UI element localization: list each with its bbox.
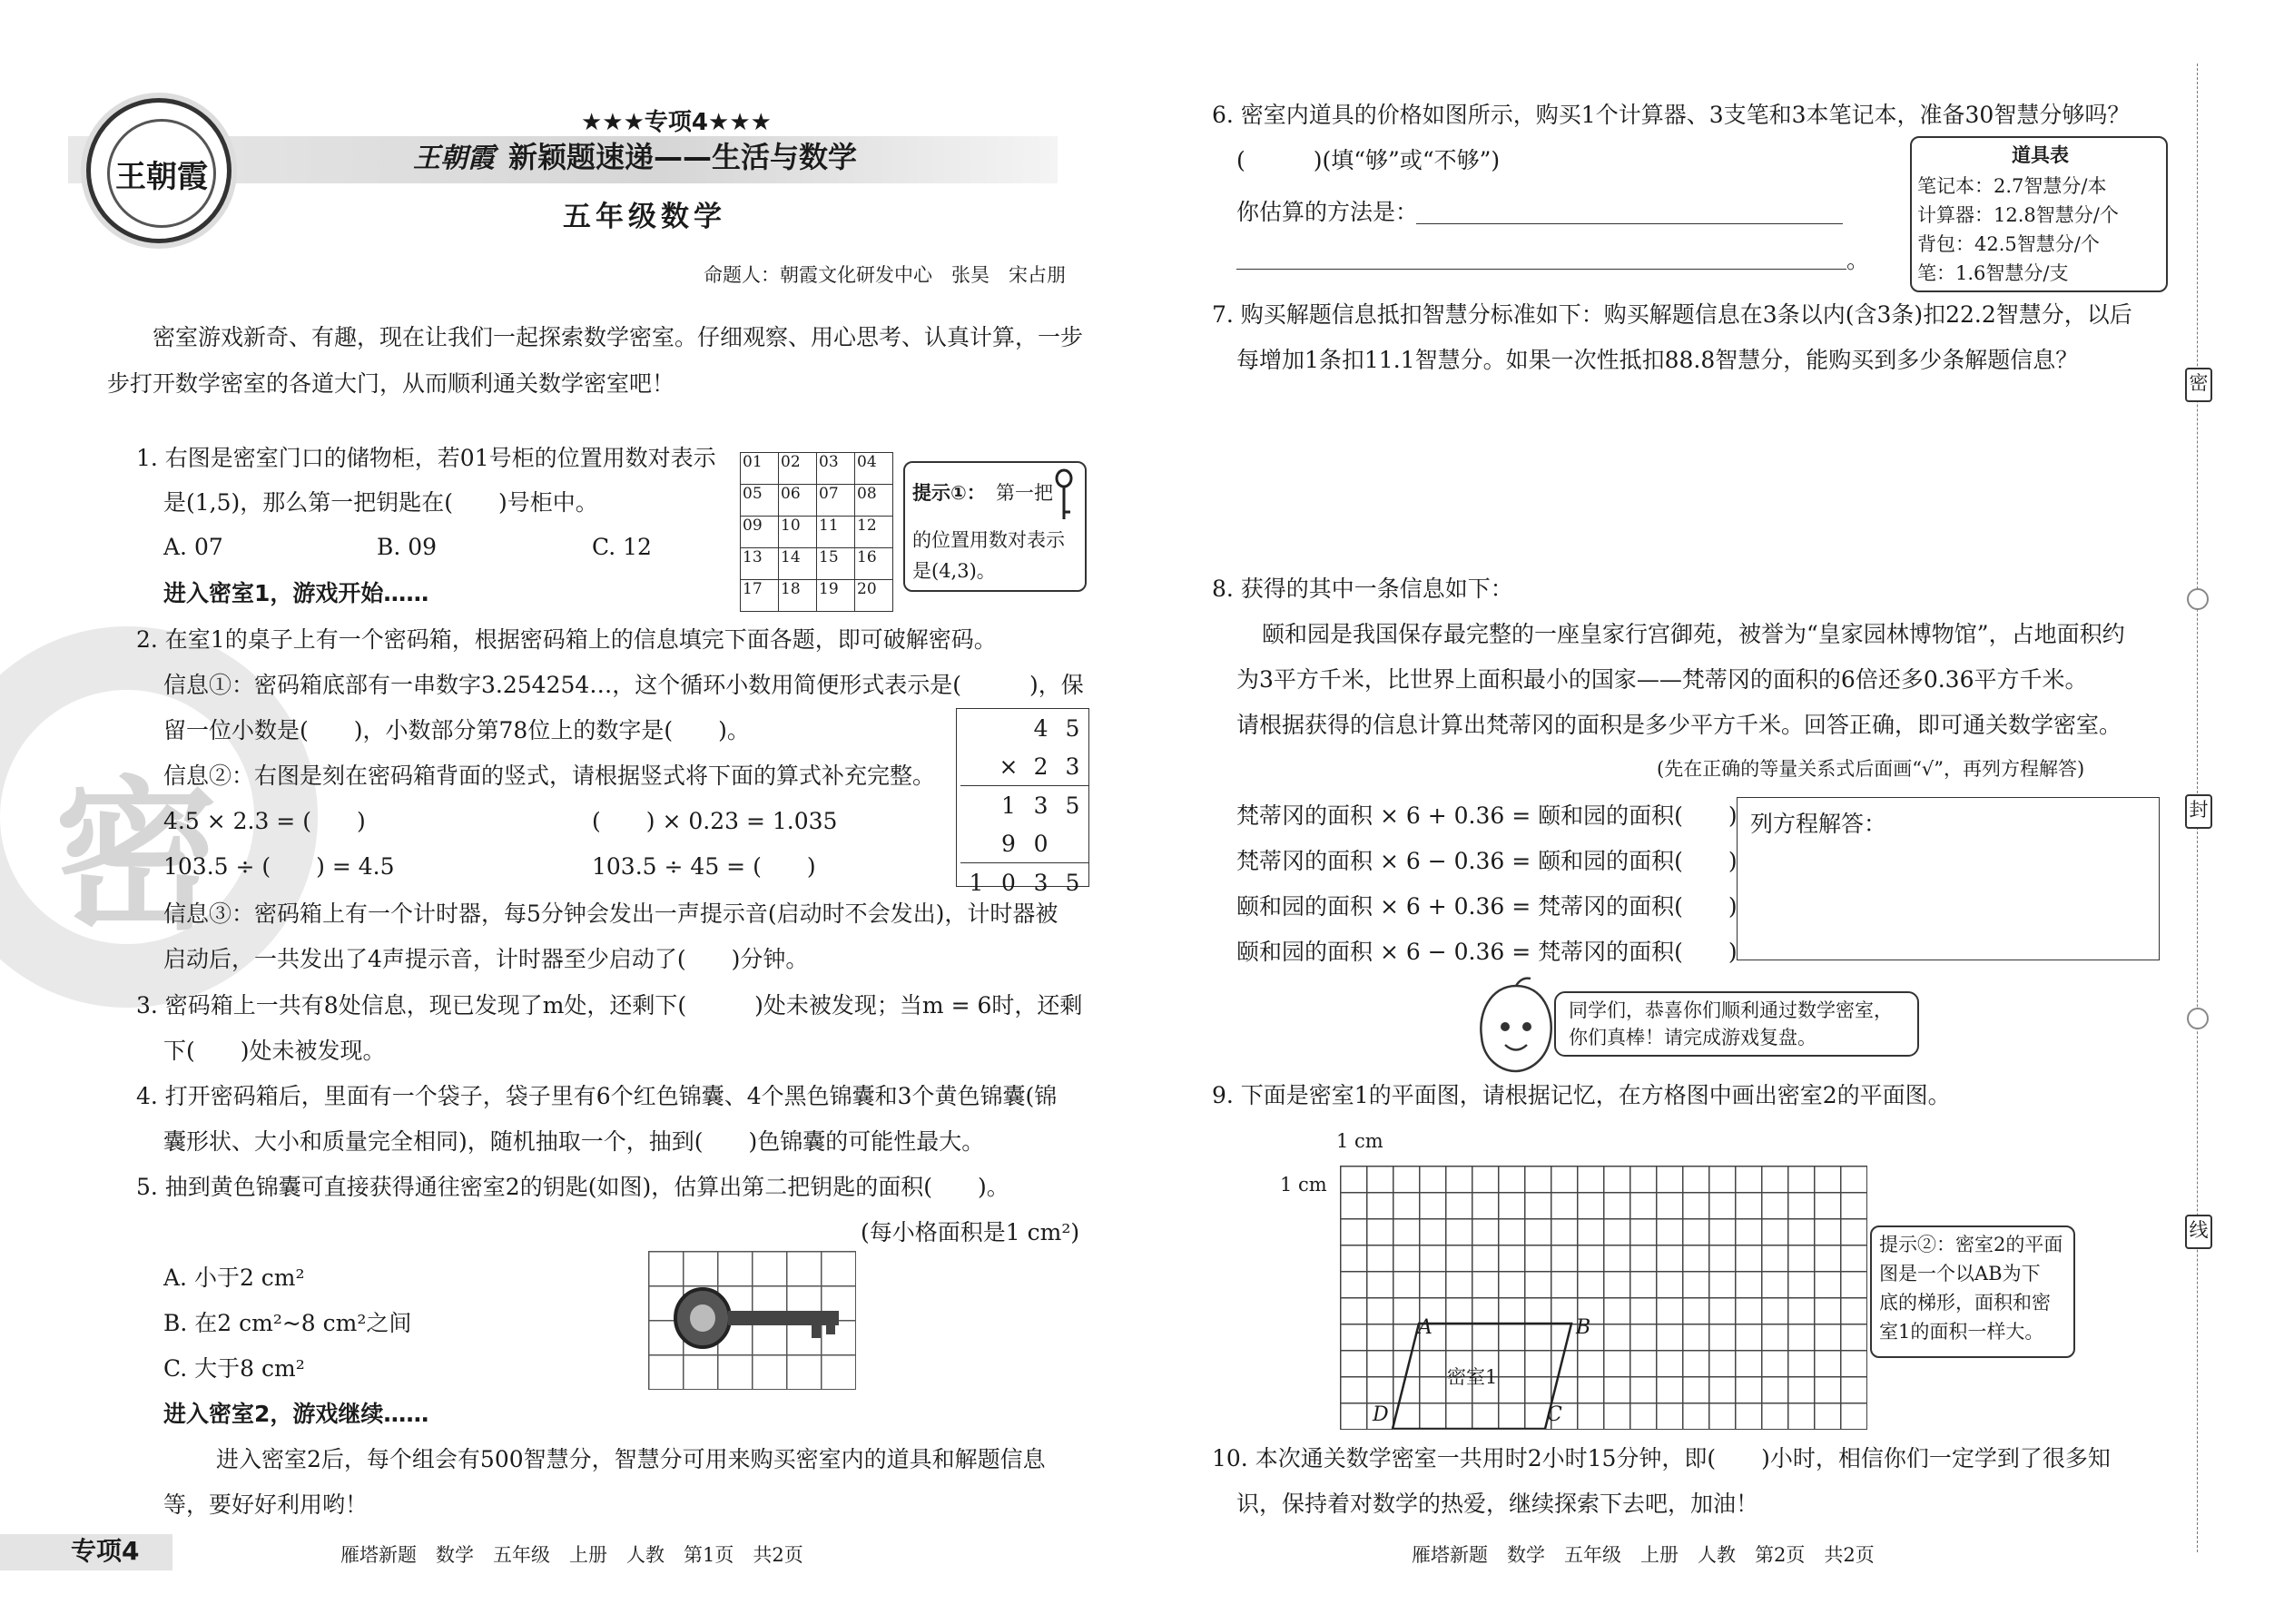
q9-unit-top: 1 cm bbox=[1336, 1130, 1383, 1152]
room1-heading: 进入密室1，游戏开始…… bbox=[163, 580, 429, 606]
square-grid-paper[interactable] bbox=[1340, 1166, 1867, 1430]
q2-info3-a: 信息③：密码箱上有一个计时器，每5分钟会发出一声提示音(启动时不会发出)，计时器被 bbox=[163, 901, 1058, 927]
brand-script: 王朝霞 bbox=[413, 143, 495, 174]
key-area-grid bbox=[648, 1251, 856, 1390]
footer-left-text: 雁塔新题 数学 五年级 上册 人教 第1页 共2页 bbox=[340, 1544, 803, 1566]
q1-option-b[interactable]: B. 09 bbox=[377, 534, 438, 560]
point-d-label: D bbox=[1373, 1403, 1389, 1426]
hint-1-line-1: 第一把 bbox=[996, 482, 1053, 504]
q6-answer-line-1[interactable] bbox=[1416, 223, 1843, 224]
q5-option-a[interactable]: A. 小于2 cm² bbox=[163, 1265, 305, 1291]
room2-text-1: 进入密室2后，每个组会有500智慧分，智慧分可用来购买密室内的道具和解题信息 bbox=[216, 1446, 1046, 1472]
cabinet-cell: 09 bbox=[741, 517, 779, 548]
q5-note: (每小格面积是1 cm²) bbox=[861, 1219, 1080, 1245]
q2-eq-4: 103.5 ÷ 45 = ( ) bbox=[592, 853, 816, 880]
q8-para-1: 颐和园是我国保存最完整的一座皇家行宫御苑，被誉为“皇家园林博物馆”，占地面积约 bbox=[1262, 621, 2125, 647]
q2-info3-b: 启动后，一共发出了4声提示音，计时器至少启动了( )分钟。 bbox=[163, 946, 809, 972]
binding-hole-1 bbox=[2187, 588, 2209, 610]
hint-2-box bbox=[1870, 1225, 2075, 1358]
page-title: 新颖题速递——生活与数学 bbox=[508, 140, 858, 174]
q8-instruction: (先在正确的等量关系式后面画“√”，再列方程解答) bbox=[1657, 758, 2085, 780]
hint-2-line-2: 图是一个以AB为下 bbox=[1879, 1263, 2041, 1284]
binding-mark-3: 线 bbox=[2185, 1215, 2212, 1249]
point-b-label: B bbox=[1576, 1316, 1591, 1339]
q7-line-1: 7. 购买解题信息抵扣智慧分标准如下：购买解题信息在3条以内(含3条)扣22.2智慧分，以后 bbox=[1212, 301, 2132, 328]
q5-line-1: 5. 抽到黄色锦囊可直接获得通往密室2的钥匙(如图)，估算出第二把钥匙的面积( )。 bbox=[136, 1174, 1009, 1200]
binding-hole-2 bbox=[2187, 1008, 2209, 1029]
prop-row-pen: 笔：1.6智慧分/支 bbox=[1917, 262, 2069, 284]
binding-mark-2: 封 bbox=[2185, 794, 2212, 829]
q2-eq-3: 103.5 ÷ ( ) = 4.5 bbox=[163, 853, 395, 880]
q2-eq-2: ( ) × 0.23 = 1.035 bbox=[592, 808, 838, 834]
vertical-calc: 4 5 × 2 3 1 3 5 9 0 1 0 3 5 bbox=[960, 709, 1088, 901]
cabinet-cell: 17 bbox=[741, 580, 779, 612]
q5-option-c[interactable]: C. 大于8 cm² bbox=[163, 1355, 305, 1382]
hint-1-box bbox=[903, 461, 1087, 592]
cabinet-cell: 16 bbox=[855, 548, 893, 580]
q4-line-2: 囊形状、大小和质量完全相同)，随机抽取一个，抽到( )色锦囊的可能性最大。 bbox=[163, 1128, 985, 1155]
point-c-label: C bbox=[1547, 1403, 1562, 1426]
prop-row-notebook: 笔记本：2.7智慧分/本 bbox=[1917, 175, 2107, 197]
room2-heading: 进入密室2，游戏继续…… bbox=[163, 1401, 429, 1427]
cabinet-cell: 07 bbox=[817, 485, 855, 517]
watermark-char: 密 bbox=[54, 761, 219, 952]
intro-line-1: 密室游戏新奇、有趣，现在让我们一起探索数学密室。仔细观察、用心思考、认真计算，一步 bbox=[153, 324, 1084, 350]
q1-option-c[interactable]: C. 12 bbox=[592, 534, 652, 560]
q8-para-2: 为3平方千米，比世界上面积最小的国家——梵蒂冈的面积的6倍还多0.36平方千米。 bbox=[1236, 666, 2088, 693]
footer-left-tag: 专项4 bbox=[71, 1536, 140, 1566]
q6-line-2: ( )(填“够”或“不够”) bbox=[1236, 147, 1501, 173]
authors-line: 命题人：朝霞文化研发中心 张昊 宋占朋 bbox=[704, 264, 1066, 286]
q8-line-1: 8. 获得的其中一条信息如下： bbox=[1212, 576, 1513, 602]
series-label: ★★★专项4★★★ bbox=[581, 109, 772, 136]
cabinet-cell: 08 bbox=[855, 485, 893, 517]
hint-2-line-4: 室1的面积一样大。 bbox=[1879, 1321, 2044, 1343]
cabinet-cell: 10 bbox=[779, 517, 817, 548]
intro-line-2: 步打开数学密室的各道大门，从而顺利通关数学密室吧！ bbox=[107, 370, 675, 397]
q8-answer-box[interactable] bbox=[1737, 797, 2160, 960]
prop-table-title: 道具表 bbox=[2012, 144, 2069, 166]
q6-end-mark: 。 bbox=[1846, 247, 1870, 273]
q2-info1-a: 信息①：密码箱底部有一串数字3.254254…，这个循环小数用简便形式表示是( )，保 bbox=[163, 672, 1084, 698]
cabinet-cell: 20 bbox=[855, 580, 893, 612]
page-subtitle: 五年级数学 bbox=[563, 201, 726, 233]
q10-line-2: 识，保持着对数学的热爱，继续探索下去吧，加油！ bbox=[1236, 1491, 1759, 1517]
cabinet-cell: 12 bbox=[855, 517, 893, 548]
vertical-calc-box bbox=[956, 708, 1089, 896]
cabinet-cell: 02 bbox=[779, 453, 817, 485]
prop-price-table bbox=[1910, 136, 2168, 292]
q8-relation-1[interactable]: 梵蒂冈的面积 × 6 + 0.36 = 颐和园的面积( ) bbox=[1236, 802, 1738, 829]
cabinet-cell: 03 bbox=[817, 453, 855, 485]
q8-relation-2[interactable]: 梵蒂冈的面积 × 6 − 0.36 = 颐和园的面积( ) bbox=[1236, 848, 1738, 874]
cabinet-cell: 18 bbox=[779, 580, 817, 612]
q9-unit-left: 1 cm bbox=[1280, 1174, 1327, 1196]
room1-trapezoid bbox=[1340, 1166, 1866, 1429]
q1-option-a[interactable]: A. 07 bbox=[163, 534, 223, 560]
cabinet-cell: 15 bbox=[817, 548, 855, 580]
cabinet-cell: 01 bbox=[741, 453, 779, 485]
q1-line-2: 是(1,5)，那么第一把钥匙在( )号柜中。 bbox=[163, 489, 598, 516]
q6-line-3: 你估算的方法是： bbox=[1236, 199, 1419, 225]
q6-line-1: 6. 密室内道具的价格如图所示，购买1个计算器、3支笔和3本笔记本，准备30智慧分够吗？ bbox=[1212, 102, 2131, 128]
q10-line-1: 10. 本次通关数学密室一共用时2小时15分钟，即( )小时，相信你们一定学到了很多知 bbox=[1212, 1445, 2111, 1471]
speech-bubble bbox=[1554, 991, 1919, 1057]
room1-label: 密室1 bbox=[1447, 1366, 1498, 1388]
hint-1-line-2: 的位置用数对表示 bbox=[912, 529, 1065, 551]
cabinet-cell: 04 bbox=[855, 453, 893, 485]
cabinet-cell: 14 bbox=[779, 548, 817, 580]
cabinet-grid bbox=[740, 452, 893, 612]
q8-relation-3[interactable]: 颐和园的面积 × 6 + 0.36 = 梵蒂冈的面积( ) bbox=[1236, 893, 1738, 920]
binding-mark-1: 密 bbox=[2185, 368, 2212, 402]
cabinet-cell: 06 bbox=[779, 485, 817, 517]
q7-line-2: 每增加1条扣11.1智慧分。如果一次性抵扣88.8智慧分，能购买到多少条解题信息？ bbox=[1236, 347, 2079, 373]
cabinet-cell: 13 bbox=[741, 548, 779, 580]
room2-text-2: 等，要好好利用哟！ bbox=[163, 1491, 369, 1518]
hint-1-title: 提示①： bbox=[912, 482, 986, 504]
brand-logo: 王朝霞 bbox=[86, 98, 231, 243]
bubble-line-2: 你们真棒！请完成游戏复盘。 bbox=[1569, 1027, 1816, 1048]
cabinet-cell: 19 bbox=[817, 580, 855, 612]
point-a-label: A bbox=[1418, 1316, 1433, 1339]
hint-2-line-1: 提示②：密室2的平面 bbox=[1879, 1234, 2063, 1255]
key-image bbox=[648, 1251, 855, 1389]
q2-info1-b: 留一位小数是( )，小数部分第78位上的数字是( )。 bbox=[163, 717, 750, 743]
q6-answer-line-2[interactable] bbox=[1236, 269, 1846, 270]
hint-1-line-3: 是(4,3)。 bbox=[912, 560, 996, 582]
q5-option-b[interactable]: B. 在2 cm²~8 cm²之间 bbox=[163, 1310, 412, 1336]
q3-line-2: 下( )处未被发现。 bbox=[163, 1038, 386, 1064]
q4-line-1: 4. 打开密码箱后，里面有一个袋子，袋子里有6个红色锦囊、4个黑色锦囊和3个黄色锦囊(锦 bbox=[136, 1083, 1058, 1109]
q1-line-1: 1. 右图是密室门口的储物柜，若01号柜的位置用数对表示 bbox=[136, 445, 716, 471]
hint-2-line-3: 底的梯形，面积和密 bbox=[1879, 1292, 2051, 1314]
q8-relation-4[interactable]: 颐和园的面积 × 6 − 0.36 = 梵蒂冈的面积( ) bbox=[1236, 939, 1738, 965]
q2-line-1: 2. 在室1的桌子上有一个密码箱，根据密码箱上的信息填完下面各题，即可破解密码。 bbox=[136, 626, 997, 653]
mascot-icon bbox=[1471, 977, 1561, 1077]
prop-row-backpack: 背包：42.5智慧分/个 bbox=[1917, 233, 2100, 255]
bubble-line-1: 同学们，恭喜你们顺利通过数学密室， bbox=[1569, 999, 1893, 1021]
cabinet-cell: 05 bbox=[741, 485, 779, 517]
q2-info2: 信息②：右图是刻在密码箱背面的竖式，请根据竖式将下面的算式补充完整。 bbox=[163, 763, 936, 789]
q2-eq-1: 4.5 × 2.3 = ( ) bbox=[163, 808, 366, 834]
cabinet-cell: 11 bbox=[817, 517, 855, 548]
q8-para-3: 请根据获得的信息计算出梵蒂冈的面积是多少平方千米。回答正确，即可通关数学密室。 bbox=[1236, 712, 2122, 738]
footer-right-text: 雁塔新题 数学 五年级 上册 人教 第2页 共2页 bbox=[1412, 1544, 1875, 1566]
prop-row-calculator: 计算器：12.8智慧分/个 bbox=[1917, 204, 2119, 226]
q3-line-1: 3. 密码箱上一共有8处信息，现已发现了m处，还剩下( )处未被发现；当m = 6时，还剩 bbox=[136, 992, 1083, 1019]
key-icon bbox=[1052, 468, 1076, 523]
q9-line-1: 9. 下面是密室1的平面图，请根据记忆，在方格图中画出密室2的平面图。 bbox=[1212, 1082, 1951, 1108]
q8-answer-label: 列方程解答： bbox=[1750, 811, 1887, 837]
